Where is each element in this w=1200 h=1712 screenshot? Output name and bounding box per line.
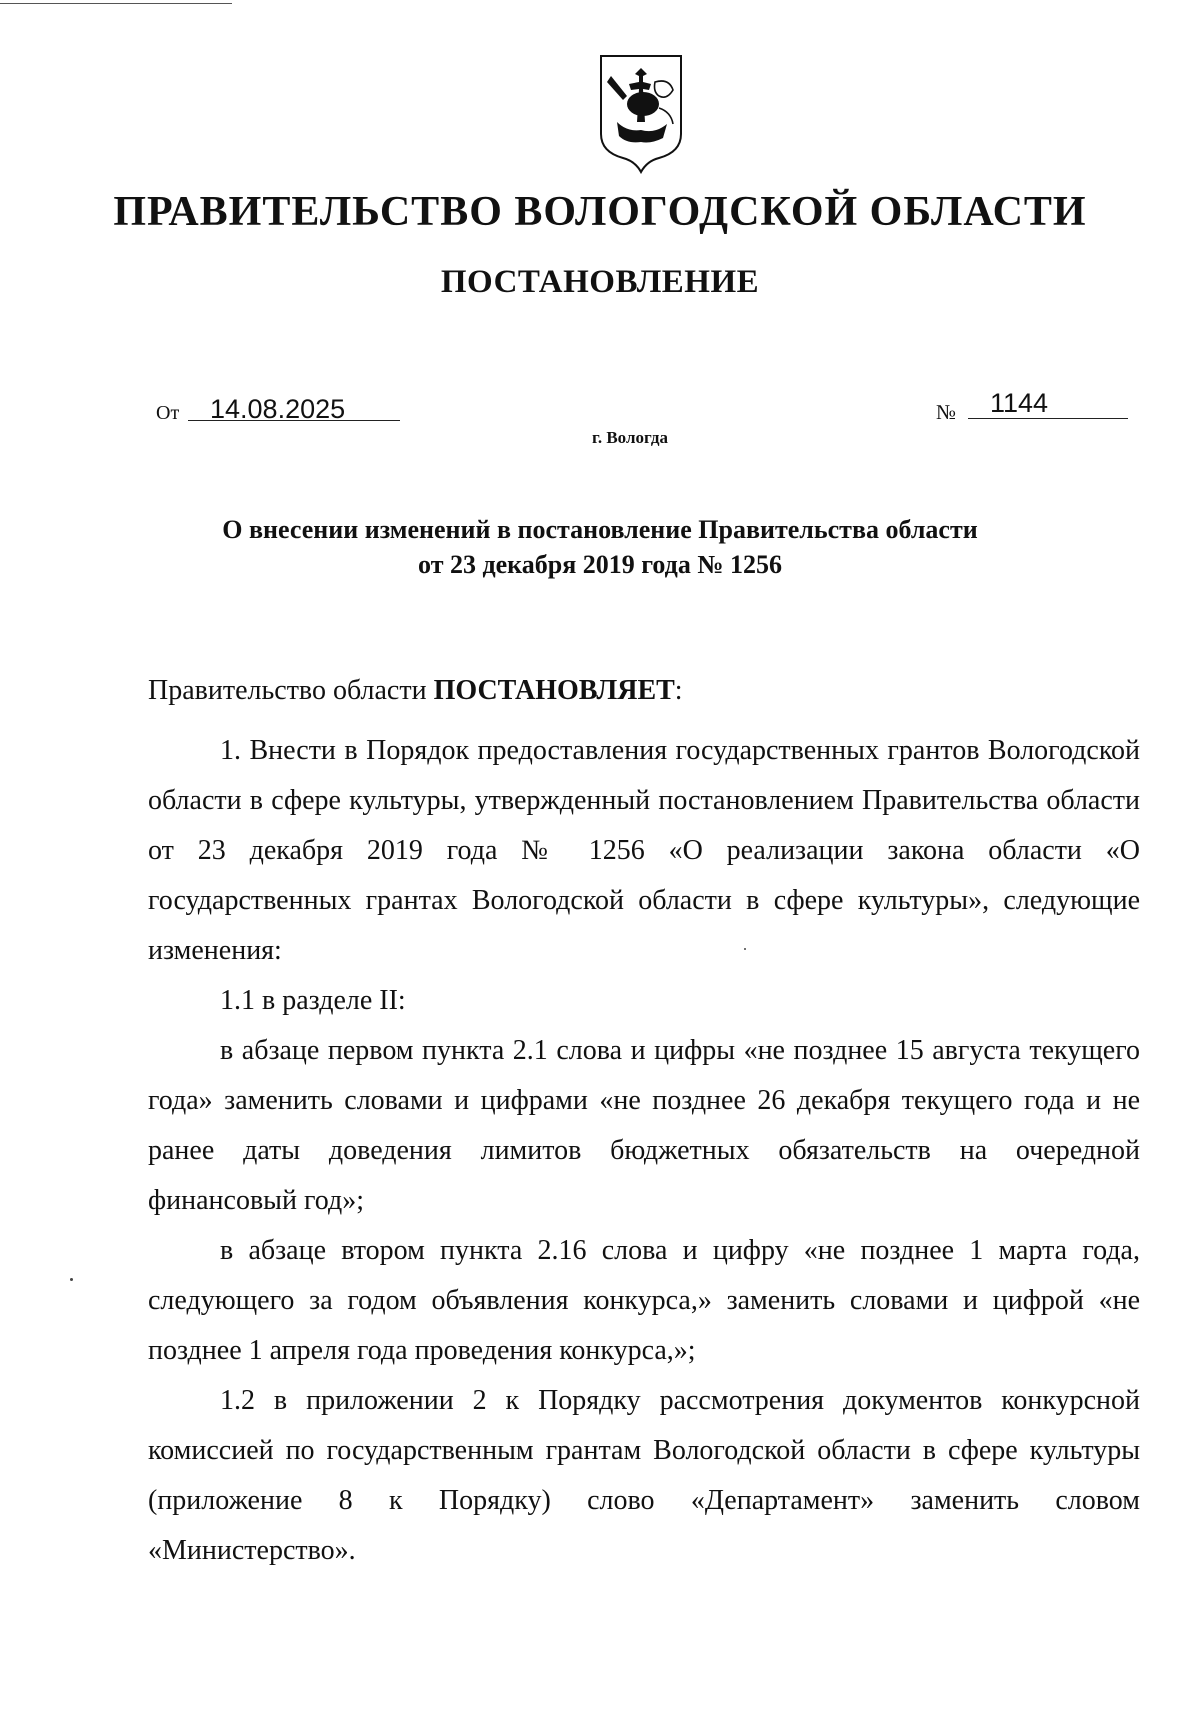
preamble-tail: : xyxy=(674,675,683,706)
number-prefix: № xyxy=(936,400,957,424)
subject-line: О внесении изменений в постановление Правительства области xyxy=(222,515,978,544)
document-type: ПОСТАНОВЛЕНИЕ xyxy=(440,264,760,300)
document-subject xyxy=(150,512,1050,582)
paragraph-amendment-2-16: в абзаце втором пункта 2.16 слова и цифру «не позднее 1 марта года, следующего за годом объявления конкурса,» заменить словами и цифрой «не позднее 1 апреля года проведения конкурса,»; xyxy=(148,1235,1140,1366)
coat-of-arms-icon xyxy=(597,52,685,174)
paragraph-amendment-2-1: в абзаце первом пункта 2.1 слова и цифры «не позднее 15 августа текущего года» заменить словами и цифрами «не позднее 26 декабря текущего года и не ранее даты доведения лимитов бюджетных обязательств на очередной финансовый год»; xyxy=(148,1035,1140,1216)
document-date: 14.08.2025 xyxy=(210,394,346,424)
paragraph-1-1: 1.1 в разделе II: xyxy=(220,985,406,1016)
document-number: 1144 xyxy=(990,388,1049,418)
scan-speck xyxy=(70,1278,73,1281)
preamble-verb: ПОСТАНОВЛЯЕТ xyxy=(433,675,675,706)
preamble xyxy=(148,666,1140,716)
subject-line: от 23 декабря 2019 года № 1256 xyxy=(418,550,782,579)
paragraph-1-2: 1.2 в приложении 2 к Порядку рассмотрения документов конкурсной комиссией по государственным грантам Вологодской области в сфере культуры (приложение 8 к Порядку) слово «Департамент» заменить словом «Министерство». xyxy=(148,1385,1140,1566)
preamble-lead: Правительство области xyxy=(148,675,434,706)
paragraph-1: 1. Внести в Порядок предоставления государственных грантов Вологодской области в сфере культуры, утвержденный постановлением Правительства области от 23 декабря 2019 года № 1256 «О реализации закона области «О государственных грантах Вологодской области в сфере культуры», следующие изменения: xyxy=(148,735,1140,966)
date-prefix: От xyxy=(156,402,180,424)
scan-edge-line xyxy=(0,3,232,4)
government-title: ПРАВИТЕЛЬСТВО ВОЛОГОДСКОЙ ОБЛАСТИ xyxy=(113,189,1087,235)
city-label: г. Вологда xyxy=(592,428,668,447)
